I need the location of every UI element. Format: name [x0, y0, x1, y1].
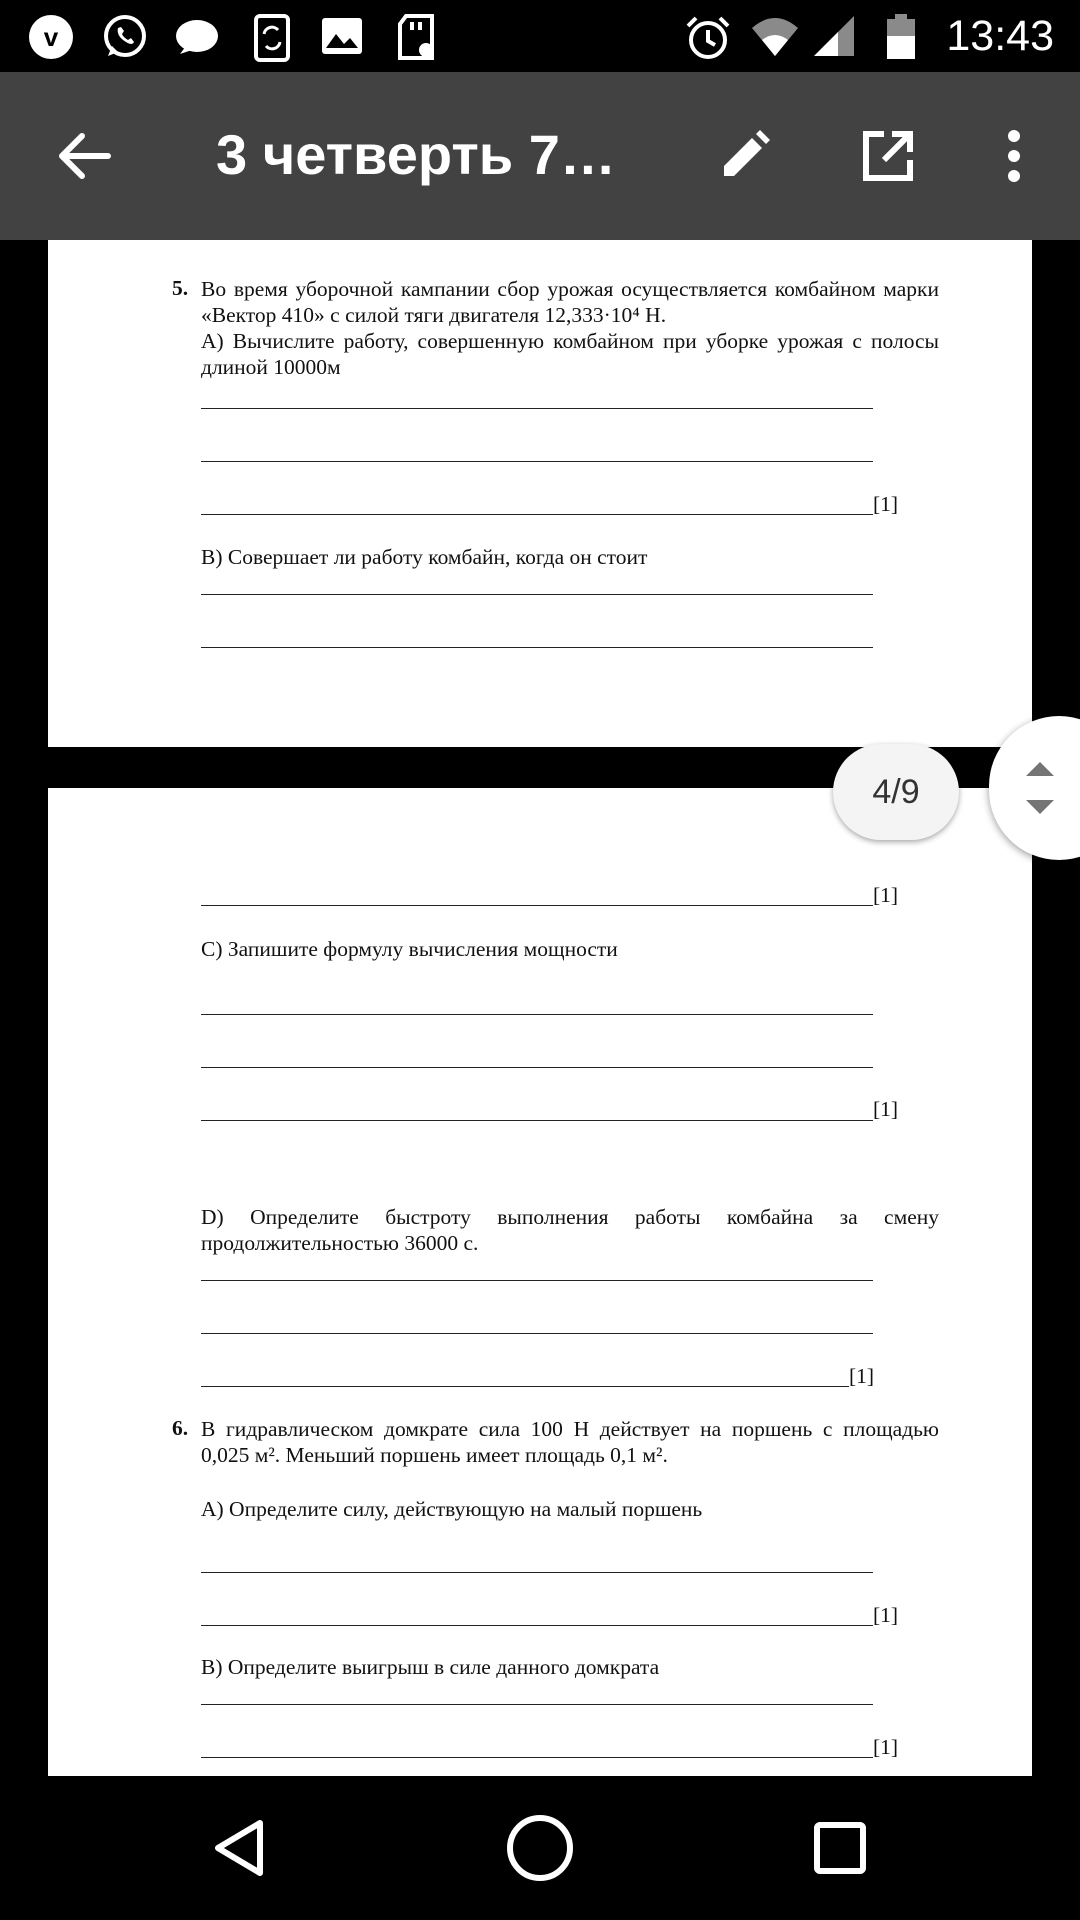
svg-text:v: v [43, 22, 59, 52]
edit-button[interactable] [702, 114, 786, 198]
question-6a-text: А) Определите силу, действующую на малый поршень [201, 1497, 703, 1521]
more-options-button[interactable] [972, 114, 1056, 198]
back-arrow-icon [56, 131, 112, 181]
scroll-up-down-icon [1020, 758, 1060, 818]
answer-line [201, 514, 873, 515]
nav-home-icon [504, 1812, 576, 1884]
status-bar [0, 0, 1080, 72]
score-mark: [1] [873, 883, 899, 907]
question-number: 5. [172, 276, 189, 300]
answer-line [201, 1333, 873, 1334]
document-page [48, 240, 1032, 747]
question-number: 6. [172, 1416, 189, 1440]
question-6-text: В гидравлическом домкрате сила 100 Н действует на поршень с площадью 0,025 м². Меньший поршень имеет площадь 0,1 м². [201, 1417, 939, 1467]
answer-line [201, 1572, 873, 1573]
document-viewport[interactable] [0, 240, 1080, 1776]
answer-line [201, 1625, 873, 1626]
nav-back-icon [210, 1817, 270, 1879]
answer-line [201, 594, 873, 595]
nav-recents-button[interactable] [792, 1800, 888, 1896]
answer-line [201, 1014, 873, 1015]
message-icon [172, 14, 222, 65]
answer-line [201, 905, 873, 906]
sd-card-icon [396, 14, 438, 67]
open-external-icon [860, 128, 916, 184]
nav-back-button[interactable] [192, 1800, 288, 1896]
document-title: 3 четверть 7… [216, 123, 616, 186]
answer-line [201, 647, 873, 648]
answer-line [201, 1067, 873, 1068]
answer-line [201, 1280, 873, 1281]
score-mark: [1] [873, 1097, 899, 1121]
app-toolbar [0, 72, 1080, 240]
answer-line [201, 461, 873, 462]
question-5b-text: В) Совершает ли работу комбайн, когда он стоит [201, 545, 648, 569]
wifi-icon [750, 14, 800, 63]
document-page [48, 788, 1032, 1776]
question-5a-text: А) Вычислите работу, совершенную комбайном при уборке урожая с полосы длиной 10000м [201, 329, 939, 379]
phone-sync-icon [252, 14, 292, 67]
question-5-text: Во время уборочной кампании сбор урожая осуществляется комбайном марки «Вектор 410» с силой тяги двигателя 12,333·10⁴ Н. [201, 277, 939, 327]
clock: 13:43 [946, 12, 1054, 60]
back-button[interactable] [42, 114, 126, 198]
answer-line [201, 1120, 873, 1121]
gallery-icon [320, 14, 364, 63]
question-5c-text: С) Запишите формулу вычисления мощности [201, 937, 618, 961]
battery-icon [886, 14, 916, 65]
answer-line [201, 1757, 873, 1758]
answer-line [201, 1386, 849, 1387]
answer-line [201, 408, 873, 409]
answer-line [201, 1704, 873, 1705]
score-mark: [1] [849, 1364, 875, 1388]
v-app-icon [28, 14, 74, 65]
nav-recents-icon [812, 1820, 868, 1876]
more-vert-icon [1004, 128, 1024, 184]
question-5d-text: D) Определите быстроту выполнения работы комбайна за смену продолжительностью 36000 с. [201, 1205, 939, 1255]
score-mark: [1] [873, 492, 899, 516]
signal-icon [812, 14, 856, 63]
edit-pencil-icon [716, 128, 772, 184]
nav-home-button[interactable] [492, 1800, 588, 1896]
navigation-bar [0, 1776, 1080, 1920]
alarm-icon [684, 14, 732, 67]
question-6b-text: В) Определите выигрыш в силе данного домкрата [201, 1655, 660, 1679]
open-external-button[interactable] [846, 114, 930, 198]
page-indicator: 4/9 [833, 744, 959, 840]
score-mark: [1] [873, 1735, 899, 1759]
score-mark: [1] [873, 1603, 899, 1627]
whatsapp-icon [100, 14, 150, 65]
